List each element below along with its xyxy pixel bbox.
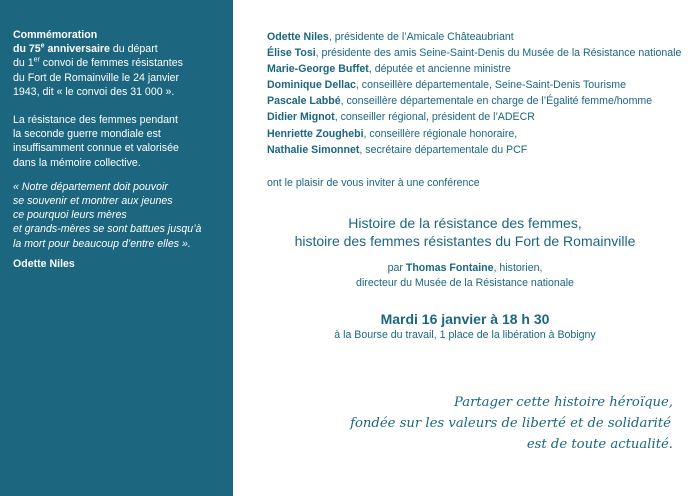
conference-title (233, 214, 697, 250)
host-line (267, 109, 681, 125)
intro-sup-1: e (40, 42, 45, 50)
right-panel (233, 0, 697, 496)
conference-title-line-2: histoire des femmes résistantes du Fort de Romainville (294, 233, 636, 249)
host-line (267, 126, 681, 142)
host-role: , députée et ancienne ministre (368, 63, 511, 76)
host-line (267, 61, 681, 77)
para-line: la seconde guerre mondiale est (13, 128, 161, 141)
quote-line: « Notre département doit pouvoir (13, 180, 168, 193)
para-line: dans la mémoire collective. (13, 156, 141, 169)
intro-text-2: du 1 (13, 57, 34, 70)
quote-line: et grands-mères se sont battues jusqu’à (13, 223, 202, 236)
quote (13, 180, 223, 251)
spacer (13, 170, 223, 180)
host-name: Dominique Dellac (267, 79, 356, 92)
commemoration-intro (13, 28, 223, 99)
speaker-line-1 (233, 261, 697, 276)
host-line (267, 142, 681, 158)
speaker-name: Thomas Fontaine (405, 262, 494, 274)
host-name: Odette Niles (267, 31, 329, 43)
intro-sup-2: er (33, 56, 40, 64)
motto-line-3: est de toute actualité. (526, 437, 673, 452)
host-role: , conseillère régionale honoraire, (363, 127, 518, 140)
spacer (13, 99, 223, 113)
host-name: Marie-George Buffet (267, 63, 369, 76)
context-paragraph (13, 113, 223, 170)
host-role: , conseillère départementale, Seine-Saint-Denis Tourisme (355, 79, 626, 92)
host-role: , secrétaire départementale du PCF (359, 143, 528, 156)
intro-text-3: du Fort de Romainville le 24 janvier (13, 71, 180, 84)
quote-line: la mort pour beaucoup d’entre elles ». (13, 237, 191, 250)
quote-line: se souvenir et montrer aux jeunes (13, 195, 173, 208)
quote-author: Odette Niles (13, 257, 75, 270)
host-name: Élise Tosi (267, 47, 316, 60)
speaker-prefix: par (387, 262, 406, 274)
host-line (267, 93, 681, 109)
intro-bold-2b: anniversaire (44, 43, 110, 56)
intro-text-1: du départ (109, 43, 158, 56)
host-role: , présidente de l’Amicale Châteaubriant (328, 31, 514, 43)
host-line (267, 29, 681, 45)
host-name: Pascale Labbé (267, 95, 341, 108)
event-date: Mardi 16 janvier à 18 h 30 (380, 311, 550, 327)
speaker-line-2: directeur du Musée de la Résistance nationale (356, 276, 574, 289)
host-name: Nathalie Simonnet (267, 143, 360, 156)
para-line: La résistance des femmes pendant (13, 114, 178, 127)
hosts-list (267, 29, 681, 158)
invitation-text: ont le plaisir de vous inviter à une conférence (267, 177, 480, 189)
intro-text-4: 1943, dit « le convoi des 31 000 ». (13, 85, 175, 98)
host-role: , conseiller régional, président de l’ADECR (334, 111, 535, 124)
speaker-suffix: , historien, (493, 262, 543, 274)
motto-line-2: fondée sur les valeurs de liberté et de solidarité (350, 416, 671, 431)
quote-line: ce pourquoi leurs mères (13, 209, 127, 222)
event-place: à la Bourse du travail, 1 place de la libération à Bobigny (334, 329, 596, 341)
motto-line-1: Partager cette histoire héroïque, (453, 395, 673, 410)
speaker-block (233, 261, 697, 290)
para-line: insuffisamment connue et valorisée (13, 142, 179, 155)
intro-bold-1: Commémoration (13, 29, 98, 41)
host-name: Henriette Zoughebi (267, 127, 364, 140)
host-line (267, 77, 681, 93)
host-role: , conseillère départementale en charge de l’Égalité femme/homme (340, 95, 653, 108)
intro-text-2b: convoi de femmes résistantes (39, 57, 183, 70)
host-name: Didier Mignot (267, 111, 335, 124)
host-line (267, 45, 681, 61)
conference-title-line-1: Histoire de la résistance des femmes, (348, 215, 582, 231)
motto (350, 392, 673, 455)
host-role: , présidente des amis Seine-Saint-Denis du Musée de la Résistance nationale (315, 47, 682, 60)
left-panel (0, 0, 233, 496)
intro-bold-2: du 75 (13, 43, 41, 56)
